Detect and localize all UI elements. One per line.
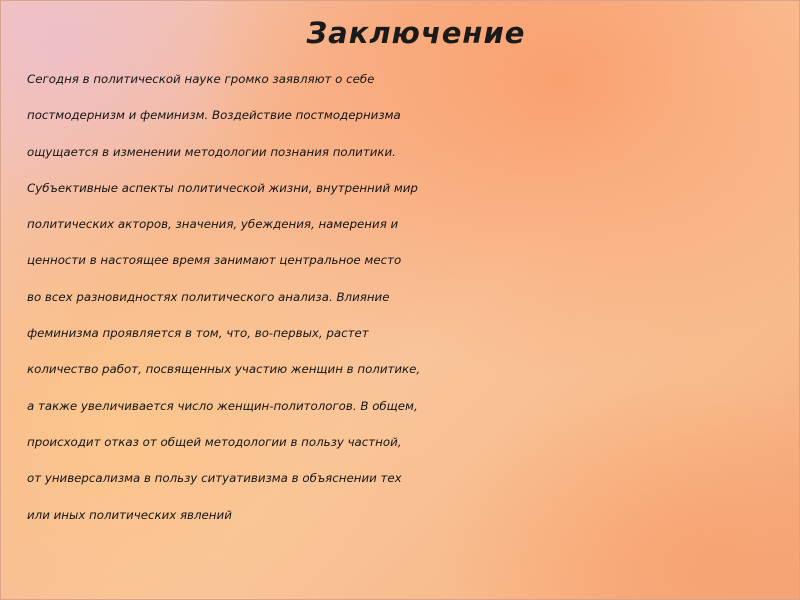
body-line: Субъективные аспекты политической жизни, внутренний мир	[27, 180, 418, 195]
slide-body-text	[27, 61, 795, 533]
body-line: или иных политических явлений	[27, 507, 232, 522]
body-line: во всех разновидностях политического анализа. Влияние	[27, 289, 390, 304]
body-line: политических акторов, значения, убеждения, намерения и	[27, 217, 399, 232]
slide-title: Заключение	[306, 16, 526, 50]
body-line: ценности в настоящее время занимают центральное место	[27, 253, 402, 268]
body-line: Сегодня в политической науке громко заявляют о себе	[27, 72, 375, 86]
body-line: а также увеличивается число женщин-политологов. В общем,	[27, 398, 418, 413]
body-line: от универсализма в пользу ситуативизма в объяснении тех	[27, 471, 402, 486]
body-line: феминизма проявляется в том, что, во-первых, растет	[27, 326, 369, 341]
body-line: количество работ, посвященных участию женщин в политике,	[27, 362, 421, 377]
body-line: постмодернизм и феминизм. Воздействие постмодернизма	[27, 108, 401, 123]
body-line: ощущается в изменении методологии познания политики.	[27, 144, 396, 159]
body-line: происходит отказ от общей методологии в пользу частной,	[27, 434, 402, 449]
